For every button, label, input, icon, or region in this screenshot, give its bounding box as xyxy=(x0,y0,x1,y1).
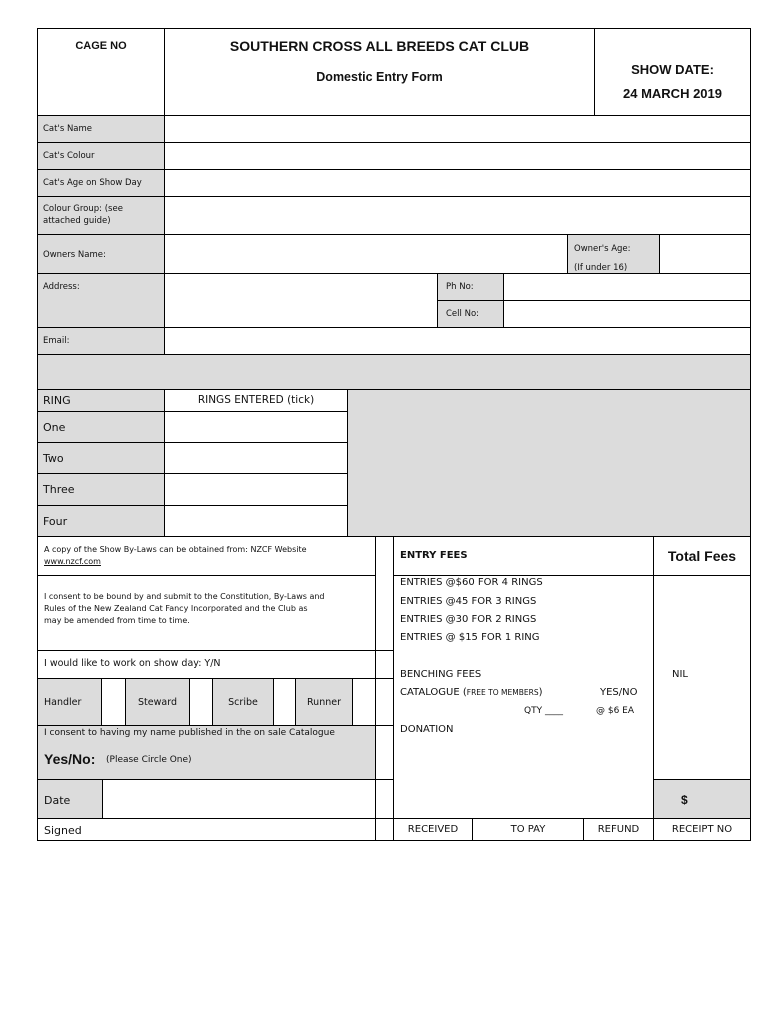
separator-column-bottom xyxy=(375,818,394,841)
entry-line-1: ENTRIES @$60 FOR 4 RINGS xyxy=(400,577,543,588)
catalogue-each-price: @ $6 EA xyxy=(596,706,635,716)
refund-label: REFUND xyxy=(597,824,640,835)
separator-column-mid1 xyxy=(375,650,394,679)
catalogue-suffix: ) xyxy=(538,687,543,698)
consent-line1: I consent to be bound by and submit to the Constitution, By-Laws and xyxy=(44,592,325,601)
show-date-value: 24 MARCH 2019 xyxy=(623,86,722,101)
show-date-label: SHOW DATE: xyxy=(631,62,714,77)
cats-name-input[interactable] xyxy=(164,115,751,143)
ring-two-label: Two xyxy=(43,452,64,465)
separator-column-mid3 xyxy=(375,725,394,780)
ring-one-label: One xyxy=(43,421,66,434)
signed-cell[interactable] xyxy=(37,818,376,841)
separator-column-mid2 xyxy=(375,678,394,726)
yes-no-label: Yes/No: xyxy=(44,751,96,767)
benching-fees-value: NIL xyxy=(672,669,689,680)
catalogue-prefix: CATALOGUE ( xyxy=(400,687,467,698)
work-show-day-text: I would like to work on show day: Y/N xyxy=(44,658,221,669)
please-circle-text: (Please Circle One) xyxy=(106,755,192,765)
entry-line-3: ENTRIES @30 FOR 2 RINGS xyxy=(400,614,537,625)
ring-one-tick[interactable] xyxy=(164,411,348,443)
club-name: SOUTHERN CROSS ALL BREEDS CAT CLUB xyxy=(229,38,530,54)
owners-age-label-line1: Owner's Age: xyxy=(574,244,631,254)
consent-cell xyxy=(37,575,376,651)
ring-three-label: Three xyxy=(43,483,75,496)
owners-name-label: Owners Name: xyxy=(43,250,106,260)
ph-no-input[interactable] xyxy=(503,273,751,301)
handler-label: Handler xyxy=(44,697,82,708)
owners-age-label-line2: (If under 16) xyxy=(574,263,628,273)
rings-entered-header: RINGS ENTERED (tick) xyxy=(197,394,315,406)
email-input[interactable] xyxy=(164,327,751,355)
bylaws-text: A copy of the Show By-Laws can be obtained from: NZCF Website xyxy=(44,545,307,554)
cats-name-label: Cat's Name xyxy=(43,124,93,134)
receipt-no-label: RECEIPT NO xyxy=(671,824,733,835)
entry-line-4: ENTRIES @ $15 FOR 1 RING xyxy=(400,632,540,643)
donation-label: DONATION xyxy=(400,724,454,735)
steward-label: Steward xyxy=(138,697,177,708)
consent-line3: may be amended from time to time. xyxy=(44,616,190,625)
received-label: RECEIVED xyxy=(407,824,459,835)
catalogue-qty[interactable]: QTY ____ xyxy=(524,706,563,716)
entry-line-2: ENTRIES @45 FOR 3 RINGS xyxy=(400,596,537,607)
cats-age-input[interactable] xyxy=(164,169,751,197)
catalogue-free-note: FREE TO MEMBERS xyxy=(466,688,539,697)
consent-line2: Rules of the New Zealand Cat Fancy Incorporated and the Club as xyxy=(44,604,308,613)
address-label: Address: xyxy=(43,282,80,292)
dollar-total-cell[interactable] xyxy=(653,779,751,819)
date-input[interactable] xyxy=(102,779,376,819)
to-pay-label: TO PAY xyxy=(510,824,546,835)
ring-header: RING xyxy=(43,394,71,407)
ph-no-label: Ph No: xyxy=(446,282,474,292)
catalogue-label xyxy=(400,687,542,698)
date-label: Date xyxy=(44,794,71,807)
separator-column-mid4 xyxy=(375,779,394,819)
owners-age-input[interactable] xyxy=(659,234,751,274)
cell-no-input[interactable] xyxy=(503,300,751,328)
scribe-checkbox[interactable] xyxy=(273,678,296,726)
colour-group-input[interactable] xyxy=(164,196,751,235)
signed-label: Signed xyxy=(44,824,82,837)
ring-four-label: Four xyxy=(43,515,68,528)
total-fees-cell[interactable] xyxy=(653,575,751,780)
ring-four-tick[interactable] xyxy=(164,505,348,537)
benching-fees-label: BENCHING FEES xyxy=(400,669,482,680)
catalogue-yes-no[interactable]: YES/NO xyxy=(600,687,638,698)
spacer-row xyxy=(37,354,751,390)
email-label: Email: xyxy=(43,336,70,346)
dollar-sign: $ xyxy=(681,793,688,807)
separator-column-top xyxy=(375,536,394,651)
steward-checkbox[interactable] xyxy=(189,678,213,726)
runner-label: Runner xyxy=(307,697,341,708)
cage-no-label: CAGE NO xyxy=(75,40,127,52)
colour-group-label-line1: Colour Group: (see xyxy=(43,204,123,214)
form-name: Domestic Entry Form xyxy=(316,70,443,84)
nzcf-website-link[interactable]: www.nzcf.com xyxy=(44,557,101,566)
ring-two-tick[interactable] xyxy=(164,442,348,474)
cats-colour-input[interactable] xyxy=(164,142,751,170)
total-fees-header: Total Fees xyxy=(667,548,737,564)
entry-fees-header: ENTRY FEES xyxy=(400,550,468,561)
rings-shaded-area xyxy=(347,389,751,537)
cell-no-label: Cell No: xyxy=(446,309,480,319)
handler-checkbox[interactable] xyxy=(101,678,126,726)
scribe-label: Scribe xyxy=(228,697,258,708)
bylaws-cell xyxy=(37,536,376,576)
owners-name-input[interactable] xyxy=(164,234,568,274)
cats-colour-label: Cat's Colour xyxy=(43,151,95,161)
colour-group-label-line2: attached guide) xyxy=(43,216,111,226)
cats-age-label: Cat's Age on Show Day xyxy=(43,178,142,188)
runner-checkbox[interactable] xyxy=(352,678,376,726)
catalogue-consent-text: I consent to having my name published in the on sale Catalogue xyxy=(44,728,335,738)
ring-three-tick[interactable] xyxy=(164,473,348,506)
address-input[interactable] xyxy=(164,273,438,328)
